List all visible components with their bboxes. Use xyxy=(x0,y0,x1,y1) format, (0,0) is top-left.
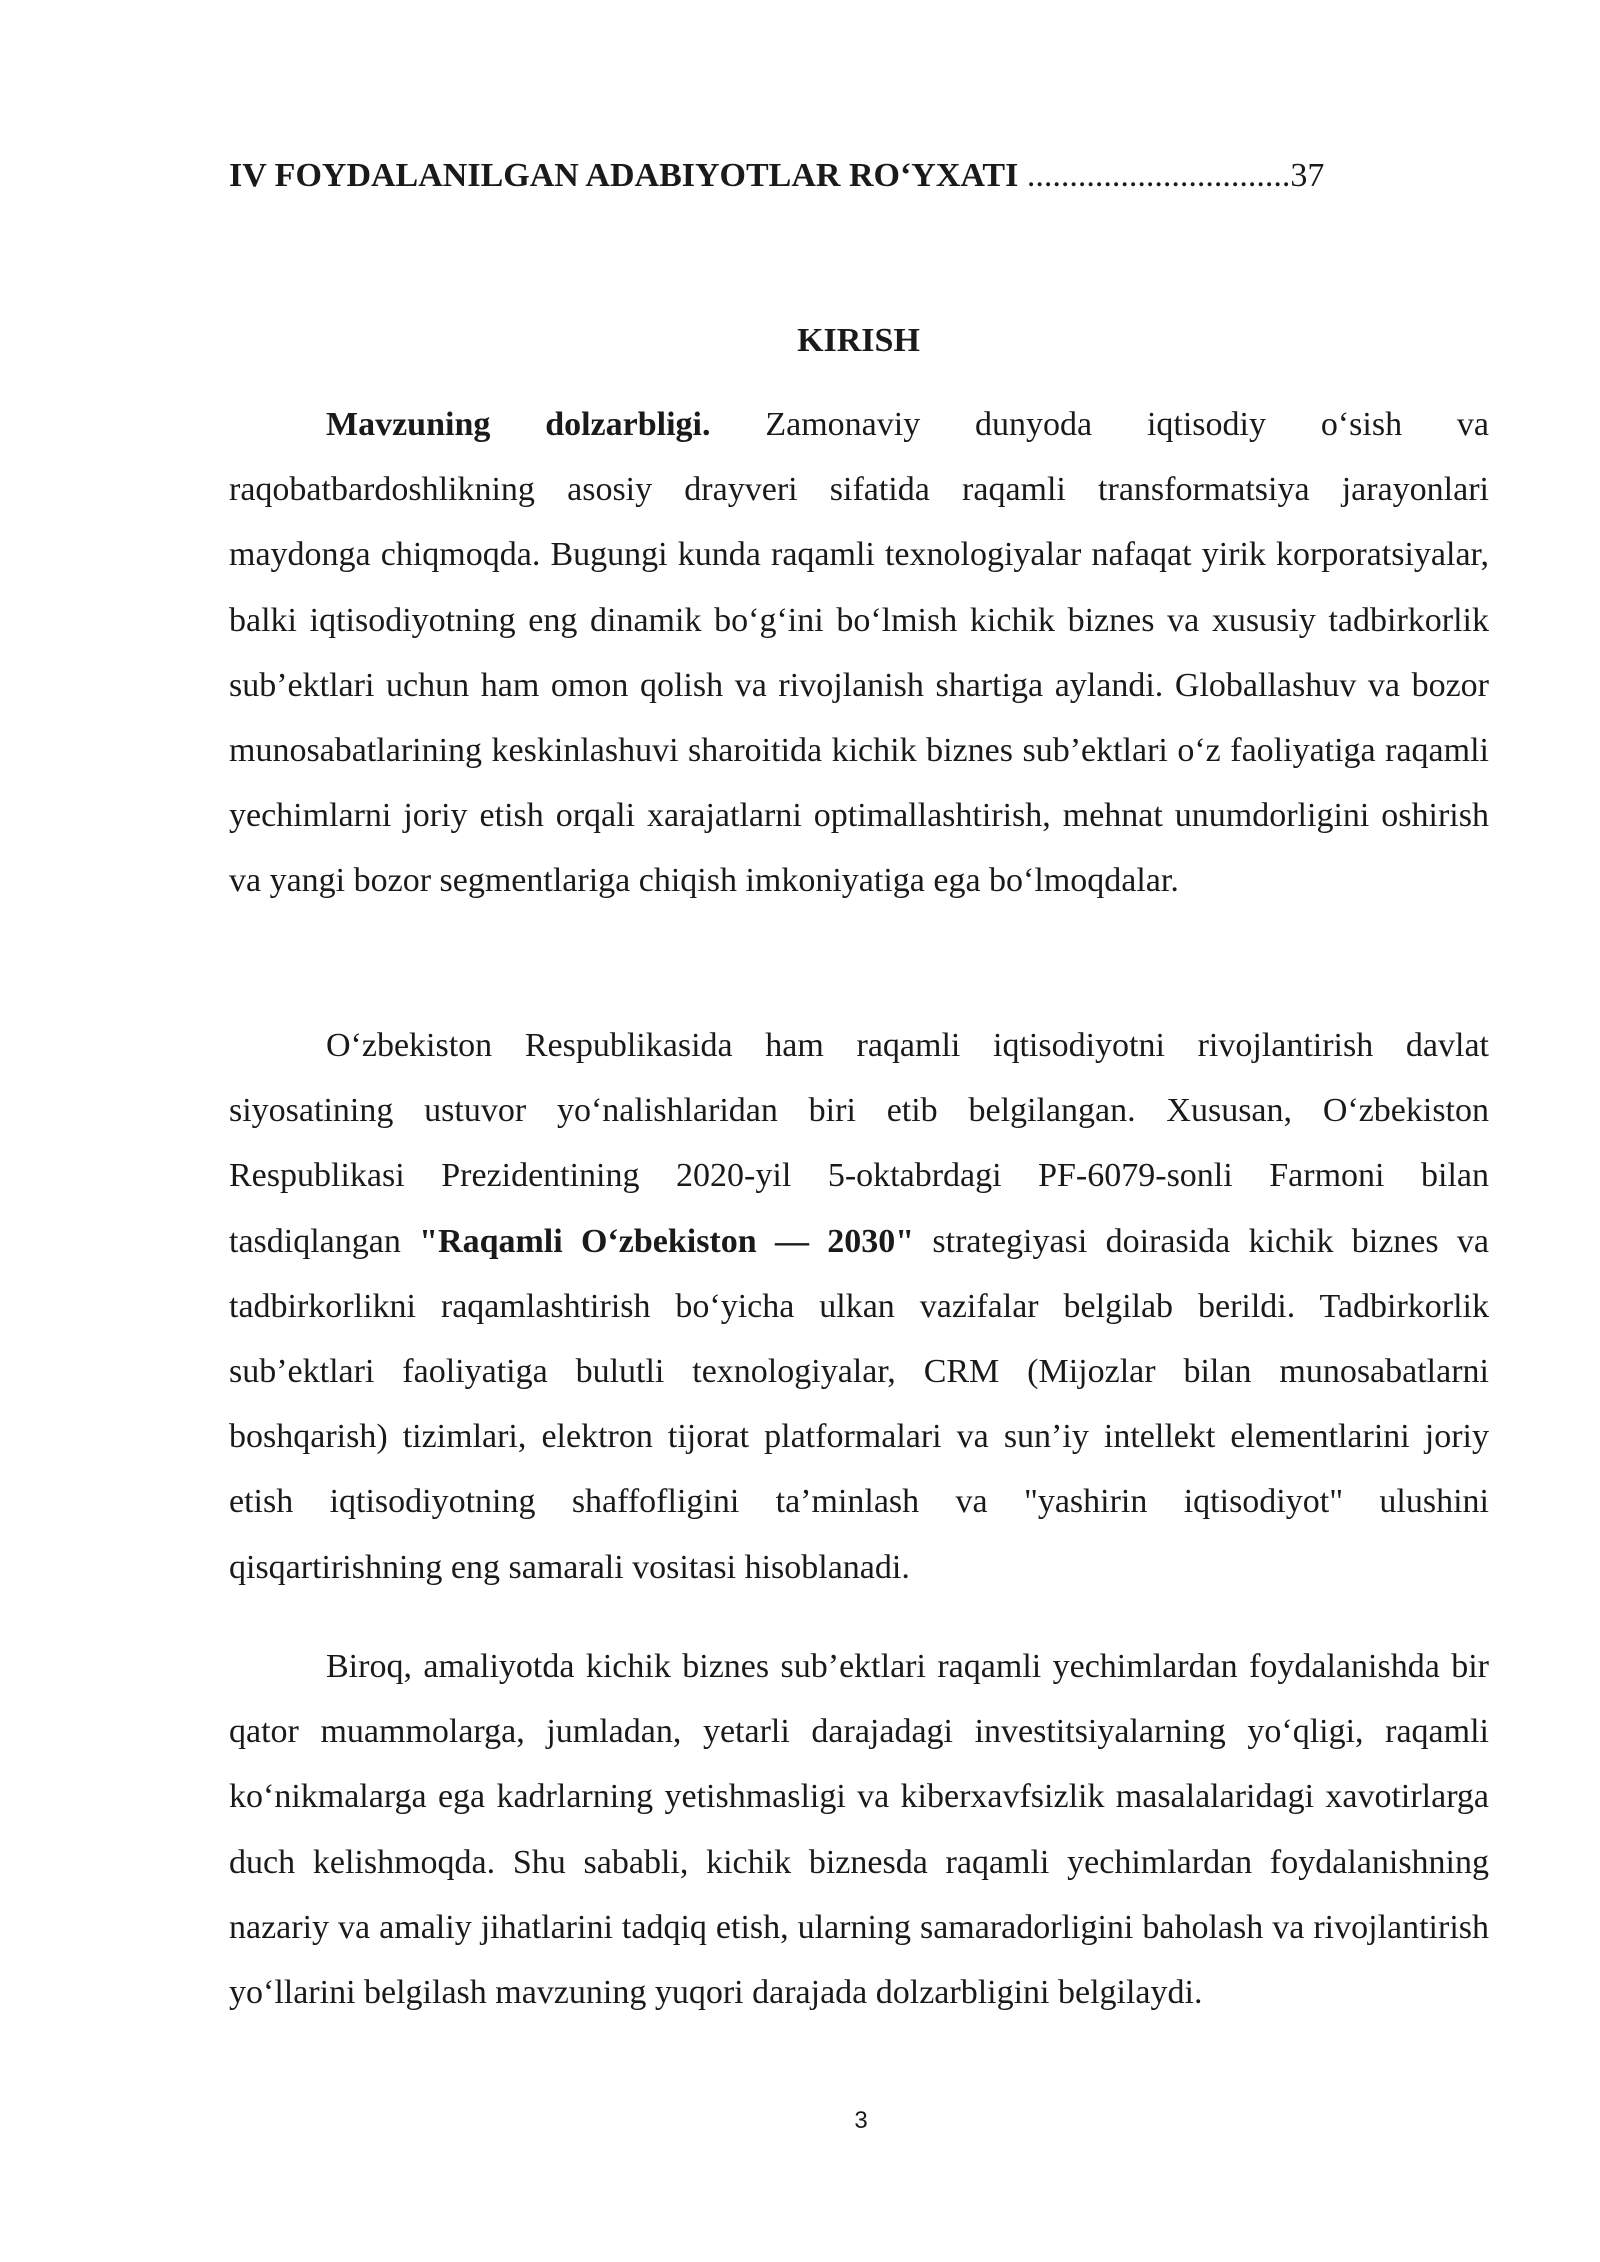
paragraph-text xyxy=(229,392,1489,914)
paragraph-body: Zamonaviy dunyoda iqtisodiy o‘sish va raqobatbardoshlikning asosiy drayveri sifatida raqamli transformatsiya jarayonlari maydonga chiqmoqda. Bugungi kunda raqamli texnologiyalar nafaqat yirik korporatsiyalar, balki iqtisodiyotning eng dinamik bo‘g‘ini bo‘lmish kichik biznes va xususiy tadbirkorlik sub’ektlari uchun ham omon qolish va rivojlanish shartiga aylandi. Globallashuv va bozor munosabatlarining keskinlashuvi sharoitida kichik biznes sub’ektlari o‘z faoliyatiga raqamli yechimlarni joriy etish orqali xarajatlarni optimallashtirish, mehnat unumdorligini oshirish va yangi bozor segmentlariga chiqish imkoniyatiga ega bo‘lmoqdalar. xyxy=(229,406,1490,900)
paragraph-body-continued: strategiyasi doirasida kichik biznes va tadbirkorlikni raqamlashtirish bo‘yicha ulkan vazifalar belgilab berildi. Tadbirkorlik sub’ektlari faoliyatiga bulutli texnologiyalar, CRM (Mijozlar bilan munosabatlarni boshqarish) tizimlari, elektron tijorat platformalari va sun’iy intellekt elementlarini joriy etish iqtisodiyotning shaffofligini ta’minlash va "yashirin iqtisodiyot" ulushini qisqartirishning eng samarali vositasi hisoblanadi. xyxy=(229,1222,1490,1586)
page-number: 3 xyxy=(854,2107,868,2134)
strategy-name-bold: "Raqamli O‘zbekiston — 2030" xyxy=(419,1222,915,1260)
paragraph-lead-bold: Mavzuning dolzarbligi. xyxy=(326,406,711,443)
toc-entry-title: IV FOYDALANILGAN ADABIYOTLAR RO‘YXATI xyxy=(229,157,1019,194)
paragraph-text xyxy=(229,1634,1489,2025)
toc-page-number: 37 xyxy=(1290,157,1325,194)
paragraph-text xyxy=(229,1013,1489,1600)
section-heading: KIRISH xyxy=(797,322,920,359)
paragraph-body: Biroq, amaliyotda kichik biznes sub’ektlari raqamli yechimlardan foydalanishda bir qator muammolarga, jumladan, yetarli darajadagi investitsiyalarning yo‘qligi, raqamli ko‘nikmalarga ega kadrlarning yetishmasligi va kiberxavfsizlik masalalaridagi xavotirlarga duch kelishmoqda. Shu sababli, kichik biznesda raqamli yechimlardan foydalanishning nazariy va amaliy jihatlarini tadqiq etish, ularning samaradorligini baholash va rivojlantirish yo‘llarini belgilash mavzuning yuqori darajada dolzarbligini belgilaydi. xyxy=(229,1648,1489,2012)
paragraph-challenges xyxy=(229,1634,1489,2025)
toc-entry xyxy=(229,150,1489,202)
toc-leader-dots: ............................... xyxy=(1018,157,1291,194)
paragraph-relevance xyxy=(229,392,1489,914)
paragraph-digital-economy xyxy=(229,1013,1489,1600)
paragraph-body: O‘zbekiston Respublikasida ham raqamli iqtisodiyotni rivojlantirish davlat siyosatining ustuvor yo‘nalishlaridan biri etib belgilangan. Xususan, O‘zbekiston Respublikasi Prezidentining 2020-yil 5-oktabrdagi PF-6079-sonli Farmoni bilan tasdiqlangan xyxy=(229,1027,1489,1260)
